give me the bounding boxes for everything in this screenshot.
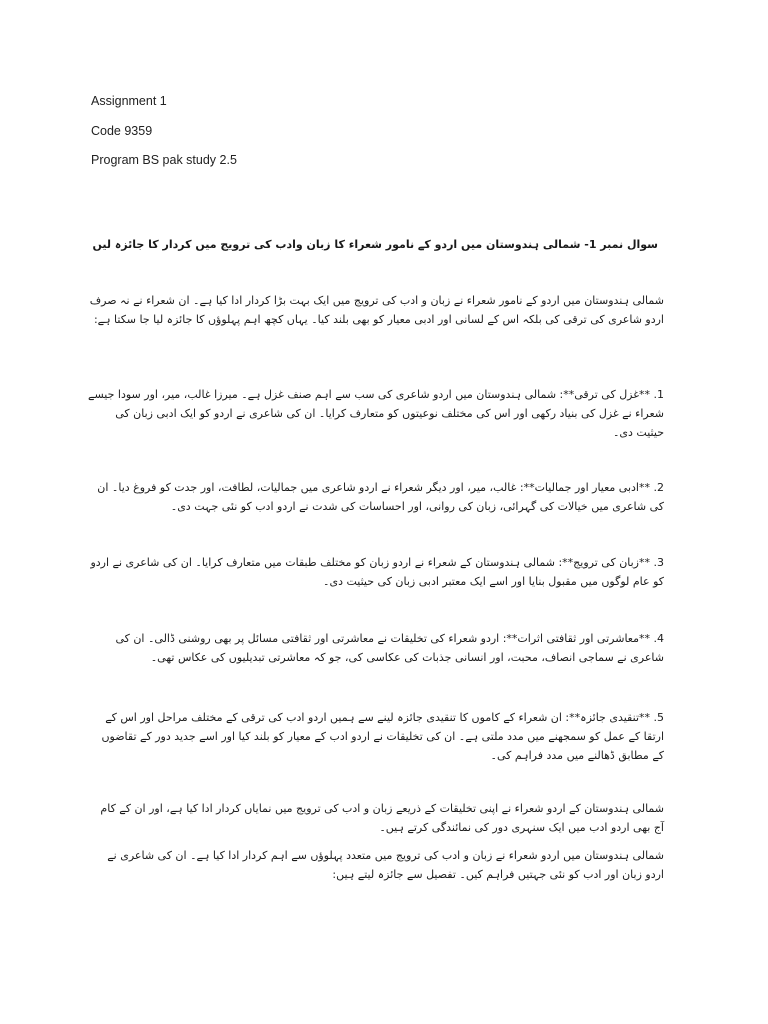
- point-3-paragraph: 3. **زبان کی ترویج**: شمالی ہندوستان کے شعراء نے اردو زبان کو مختلف طبقات میں متعارف کرایا۔ ان کی شاعری نے اردو کو عام لوگوں میں مقبول بنایا اور اسے ایک معتبر ادبی زبان کی حیثیت دی۔: [90, 556, 664, 588]
- point-5-paragraph: 5. **تنقیدی جائزہ**: ان شعراء کے کاموں کا تنقیدی جائزہ لینے سے ہمیں اردو ادب کی ترقی کے مختلف مراحل اور اس کے ارتقا کے عمل کو سمجھنے میں مدد ملتی ہے۔ ان کی تخلیقات نے اردو ادب کے معیار کو بلند کیا اور اسے جدید دور کے تقاضوں کے مطابق ڈھالنے میں مدد فراہم کی۔: [101, 711, 664, 762]
- point-4-paragraph: 4. **معاشرتی اور ثقافتی اثرات**: اردو شعراء کی تخلیقات نے معاشرتی اور ثقافتی مسائل پر بھی روشنی ڈالی۔ ان کی شاعری نے سماجی انصاف، محبت، اور انسانی جذبات کی عکاسی کی، جو کہ معاشرتی تبدیلیوں کی عکاس تھی۔: [115, 632, 664, 664]
- closing-paragraph: شمالی ہندوستان میں اردو شعراء نے زبان و ادب کی ترویج میں متعدد پہلوؤں سے اہم کردار ادا کیا ہے۔ ان کی شاعری نے اردو زبان اور ادب کو نئی جہتیں فراہم کیں۔ تفصیل سے جائزہ لیتے ہیں:: [107, 849, 664, 881]
- point-1-paragraph: 1. **غزل کی ترقی**: شمالی ہندوستان میں اردو شاعری کی سب سے اہم صنف غزل ہے۔ میرزا غالب، میر، اور سودا جیسے شعراء نے غزل کی بنیاد رکھی اور اس کی مختلف نوعیتوں کو متعارف کرایا۔ ان کی شاعری نے اردو کو ایک ادبی زبان کی حیثیت دی۔: [88, 388, 664, 439]
- point-2-paragraph: 2. **ادبی معیار اور جمالیات**: غالب، میر، اور دیگر شعراء نے اردو شاعری میں جمالیات، لطافت، اور جدت کو فروغ دیا۔ ان کی شاعری میں خیالات کی گہرائی، زبان کی روانی، اور احساسات کی شدت نے اردو ادب کو نئی جہت دی۔: [97, 481, 664, 513]
- conclusion-paragraph: شمالی ہندوستان کے اردو شعراء نے اپنی تخلیقات کے ذریعے زبان و ادب کی ترویج میں نمایاں کردار ادا کیا ہے، اور ان کے کام آج بھی اردو ادب میں ایک سنہری دور کی نمائندگی کرتے ہیں۔: [100, 802, 664, 834]
- question-title: سوال نمبر 1- شمالی ہندوستان میں اردو کے نامور شعراء کا زبان وادب کی ترویج میں کردار کا جائزہ لیں: [92, 238, 658, 251]
- assignment-label: Assignment 1: [91, 94, 167, 108]
- intro-paragraph: شمالی ہندوستان میں اردو کے نامور شعراء نے زبان و ادب کی ترویج میں ایک بہت بڑا کردار ادا کیا ہے۔ ان شعراء نے نہ صرف اردو شاعری کی ترقی کی بلکہ اس کے لسانی اور ادبی معیار کو بھی بلند کیا۔ یہاں کچھ اہم پہلوؤں کا جائزہ لیا جا سکتا ہے:: [89, 294, 664, 326]
- program-name: Program BS pak study 2.5: [91, 153, 237, 167]
- course-code: Code 9359: [91, 124, 153, 138]
